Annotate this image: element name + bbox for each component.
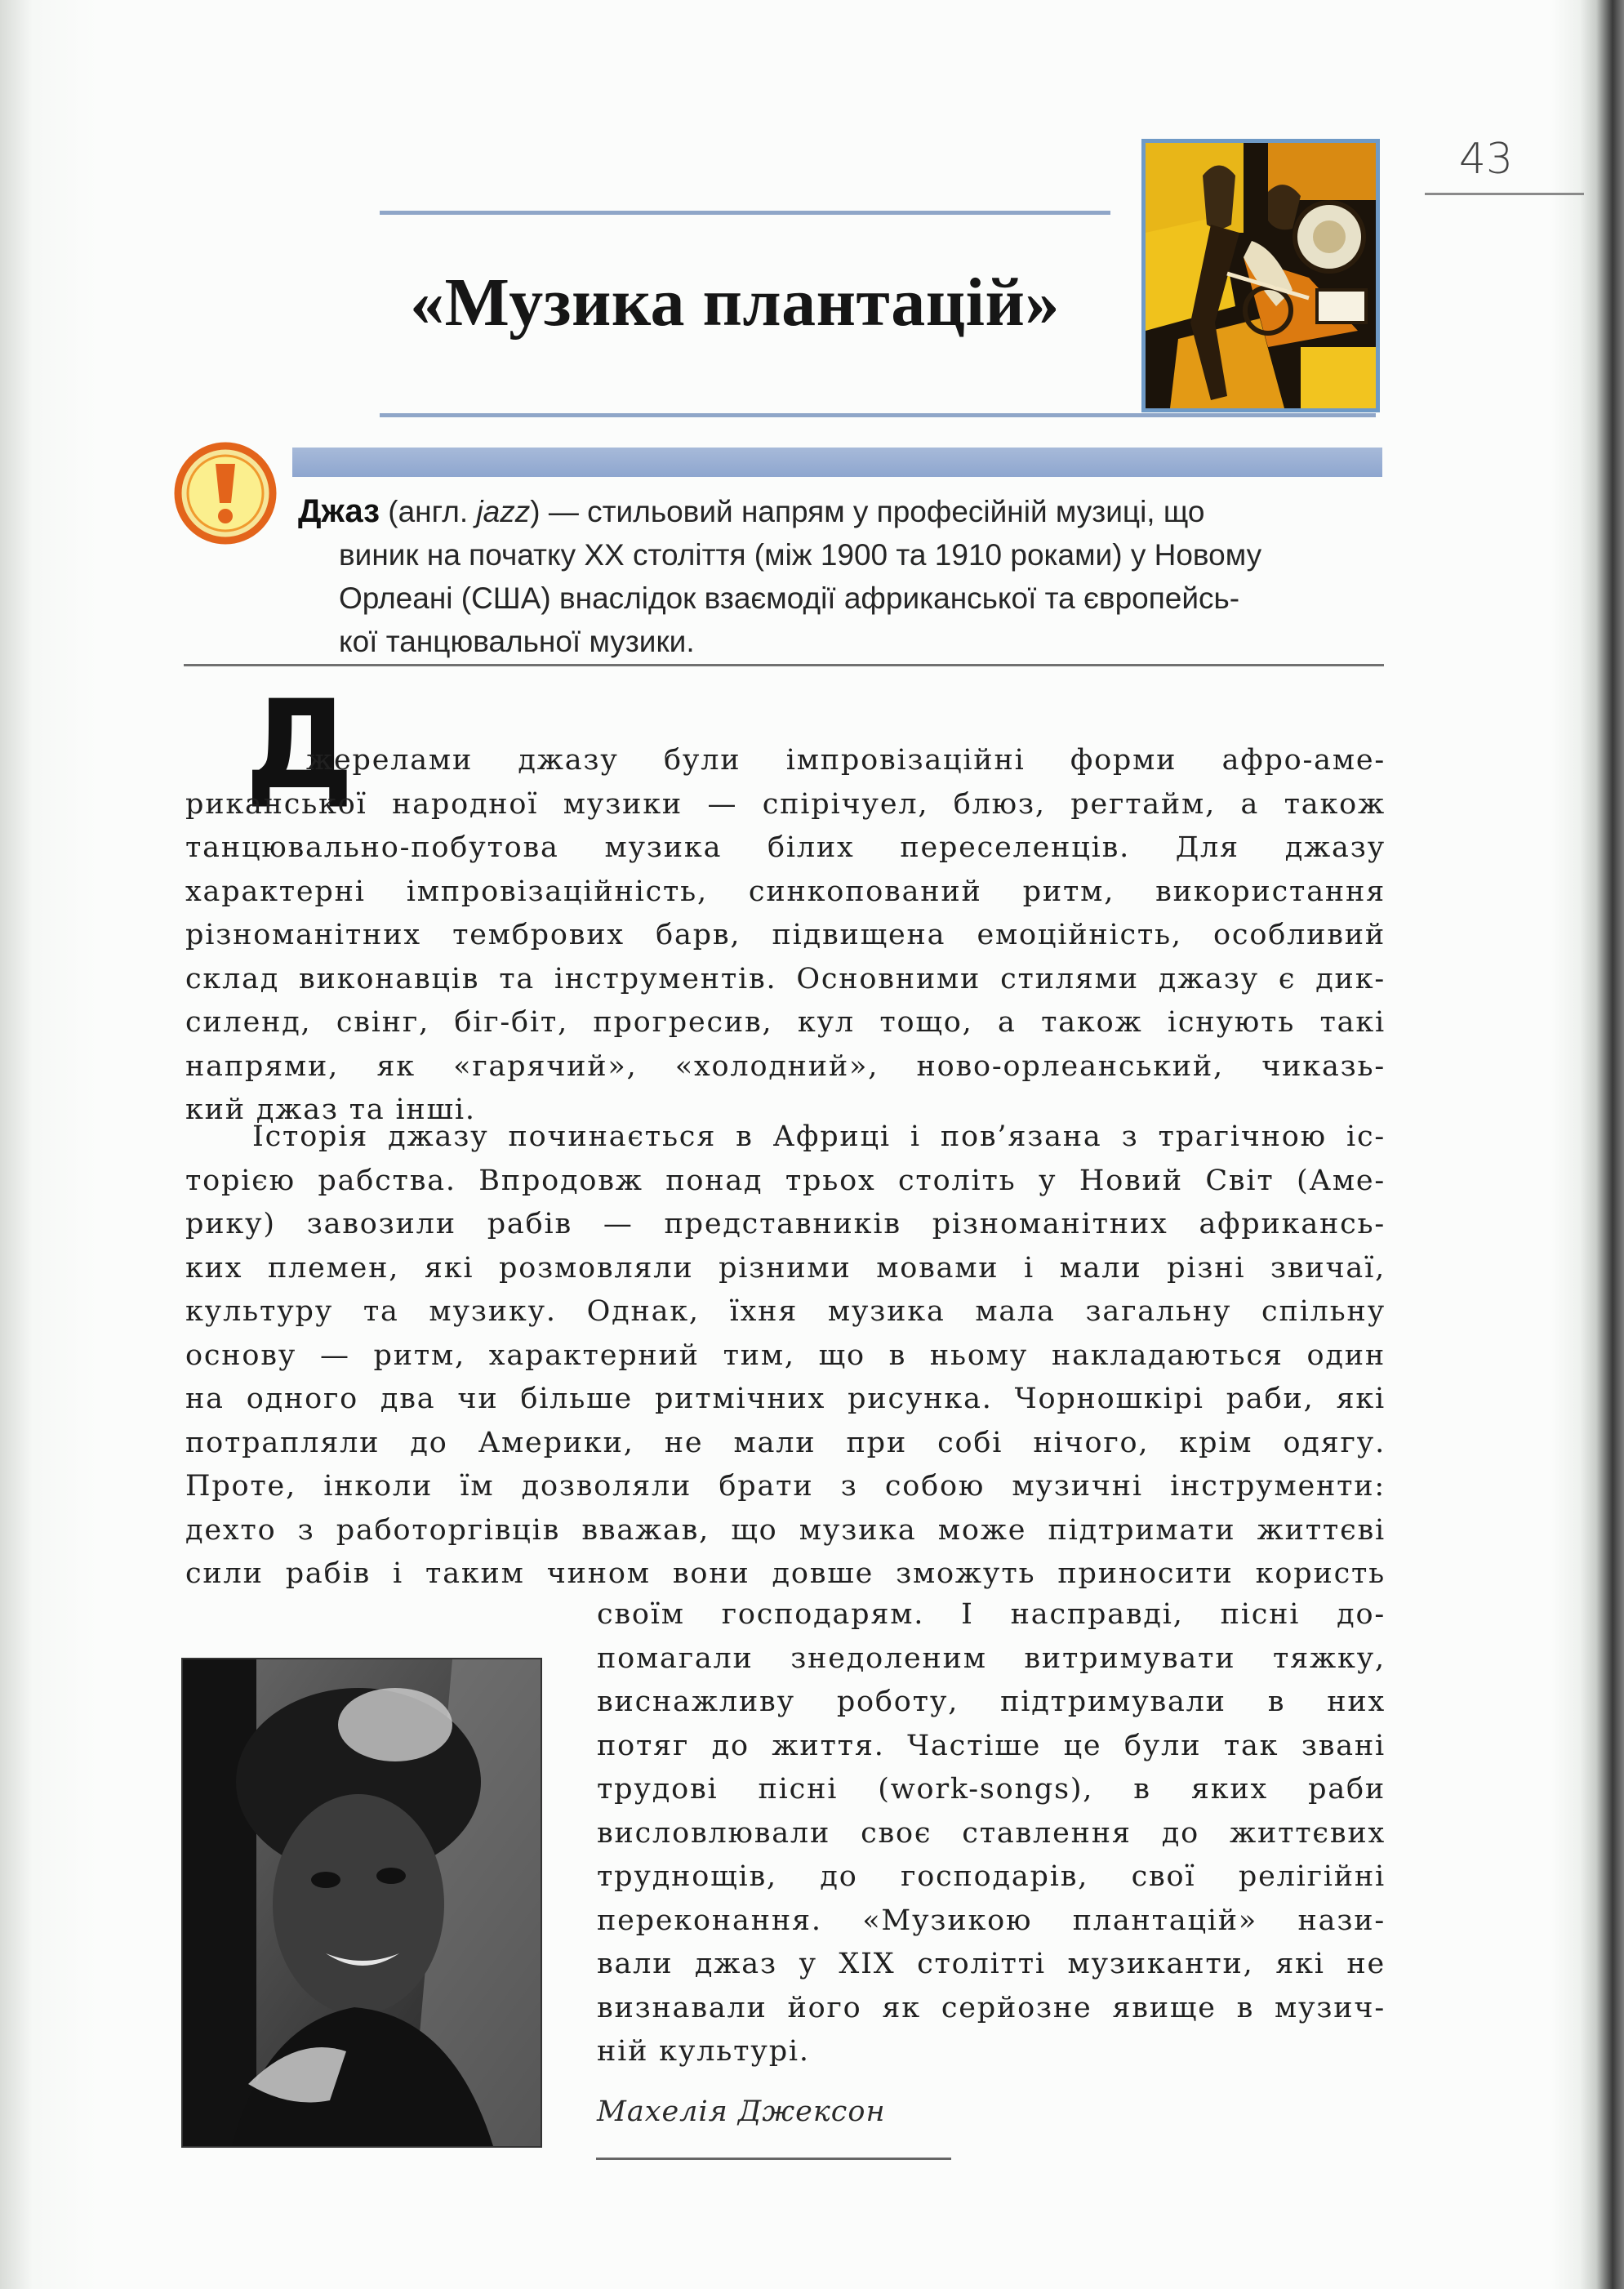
text-line: склад виконавців та інструментів. Основними стилями джазу є дик- xyxy=(185,962,1386,995)
text-line: вали джаз у XIX столітті музиканти, які не xyxy=(597,1948,1386,1980)
paragraph-work-songs xyxy=(597,1593,1386,2074)
text-line: потяг до життя. Частіше це були так звані xyxy=(597,1729,1386,1762)
photo-caption: Махелія Джексон xyxy=(597,2095,886,2128)
text-line: помагали знедоленим витримувати тяжку, xyxy=(597,1641,1386,1675)
exclamation-icon xyxy=(173,441,278,546)
text-line: напрями, як «гарячий», «холодний», ново-орлеанський, чиказь- xyxy=(185,1049,1386,1083)
definition-line-3: Орлеані (США) внаслідок взаємодії африканської та європейсь- xyxy=(339,581,1240,615)
text-line: танцювально-побутова музика білих переселенців. Для джазу xyxy=(185,831,1386,864)
text-line: Проте, інколи їм дозволяли брати з собою музичні інструменти: xyxy=(185,1470,1386,1503)
caption-divider xyxy=(596,2158,951,2160)
text-line: визнавали його як серйозне явище в музич- xyxy=(597,1991,1386,2024)
text-line: різноманітних тембрових барв, підвищена емоційність, особливий xyxy=(185,919,1386,951)
title-rule-top xyxy=(380,211,1110,215)
text-line: на одного два чи більше ритмічних рисунка. Чорношкірі раби, які xyxy=(185,1383,1386,1415)
text-line: жерелами джазу були імпровізаційні форми афро-аме- xyxy=(306,744,1386,777)
page-number-rule xyxy=(1425,193,1584,195)
definition-line-1: (англ. jazz) — стильовий напрям у професійній музиці, що xyxy=(379,495,1205,528)
text-line: кий джаз та інші. xyxy=(185,1093,476,1126)
text-line: рику) завозили рабів — представників різноманітних африкансь- xyxy=(185,1208,1386,1240)
text-line: основу — ритм, характерний тим, що в ньому накладаються один xyxy=(185,1338,1386,1372)
text-line: своїм господарям. І насправді, пісні до- xyxy=(597,1598,1386,1631)
drop-cap: Д xyxy=(245,675,354,817)
paragraph-origins xyxy=(185,739,1386,1133)
text-line: виснажливу роботу, підтримували в них xyxy=(597,1686,1386,1718)
text-line: ких племен, які розмовляли різними мовами і мали різні звичаї, xyxy=(185,1251,1386,1285)
text-line: дехто з работоргівців вважав, що музика може підтримати життєві xyxy=(185,1513,1386,1547)
definition-divider xyxy=(184,664,1384,666)
text-line: риканської народної музики — спірічуел, блюз, регтайм, а також xyxy=(185,787,1386,821)
portrait-photo xyxy=(181,1658,542,2148)
definition-term: Джаз xyxy=(298,493,380,529)
text-line: Історія джазу починається в Африці і пов’язана з трагічною іс- xyxy=(252,1120,1386,1153)
text-line: ній культурі. xyxy=(597,2035,810,2068)
jazz-definition xyxy=(298,490,1384,663)
page-number: 43 xyxy=(1458,135,1514,184)
page-title: «Музика плантацій» xyxy=(410,265,1060,341)
text-line: трудові пісні (work-songs), в яких раби xyxy=(597,1773,1386,1806)
text-line: труднощів, до господарів, свої релігійні xyxy=(597,1860,1386,1893)
title-rule-bottom xyxy=(380,413,1376,417)
definition-line-2: виник на початку ХХ століття (між 1900 та 1910 роками) у Новому xyxy=(339,538,1262,572)
text-line: переконання. «Музикою плантацій» нази- xyxy=(597,1904,1386,1937)
text-line: сили рабів і таким чином вони довше зможуть приносити користь xyxy=(185,1557,1386,1590)
jazz-musicians-illustration xyxy=(1141,139,1380,412)
definition-line-4: кої танцювальної музики. xyxy=(339,625,695,658)
definition-header-bar xyxy=(292,448,1382,477)
paragraph-history xyxy=(185,1116,1386,1597)
text-line: силенд, свінг, біг-біт, прогресив, кул тощо, а також існують такі xyxy=(185,1006,1386,1039)
text-line: торією рабства. Впродовж понад трьох століть у Новий Світ (Аме- xyxy=(185,1164,1386,1197)
text-line: характерні імпровізаційність, синкопований ритм, використання xyxy=(185,875,1386,908)
text-line: потрапляли до Америки, не мали при собі нічого, крім одягу. xyxy=(185,1426,1386,1459)
text-line: культуру та музику. Однак, їхня музика мала загальну спільну xyxy=(185,1295,1386,1328)
text-line: висловлювали своє ставлення до життєвих xyxy=(597,1816,1386,1850)
